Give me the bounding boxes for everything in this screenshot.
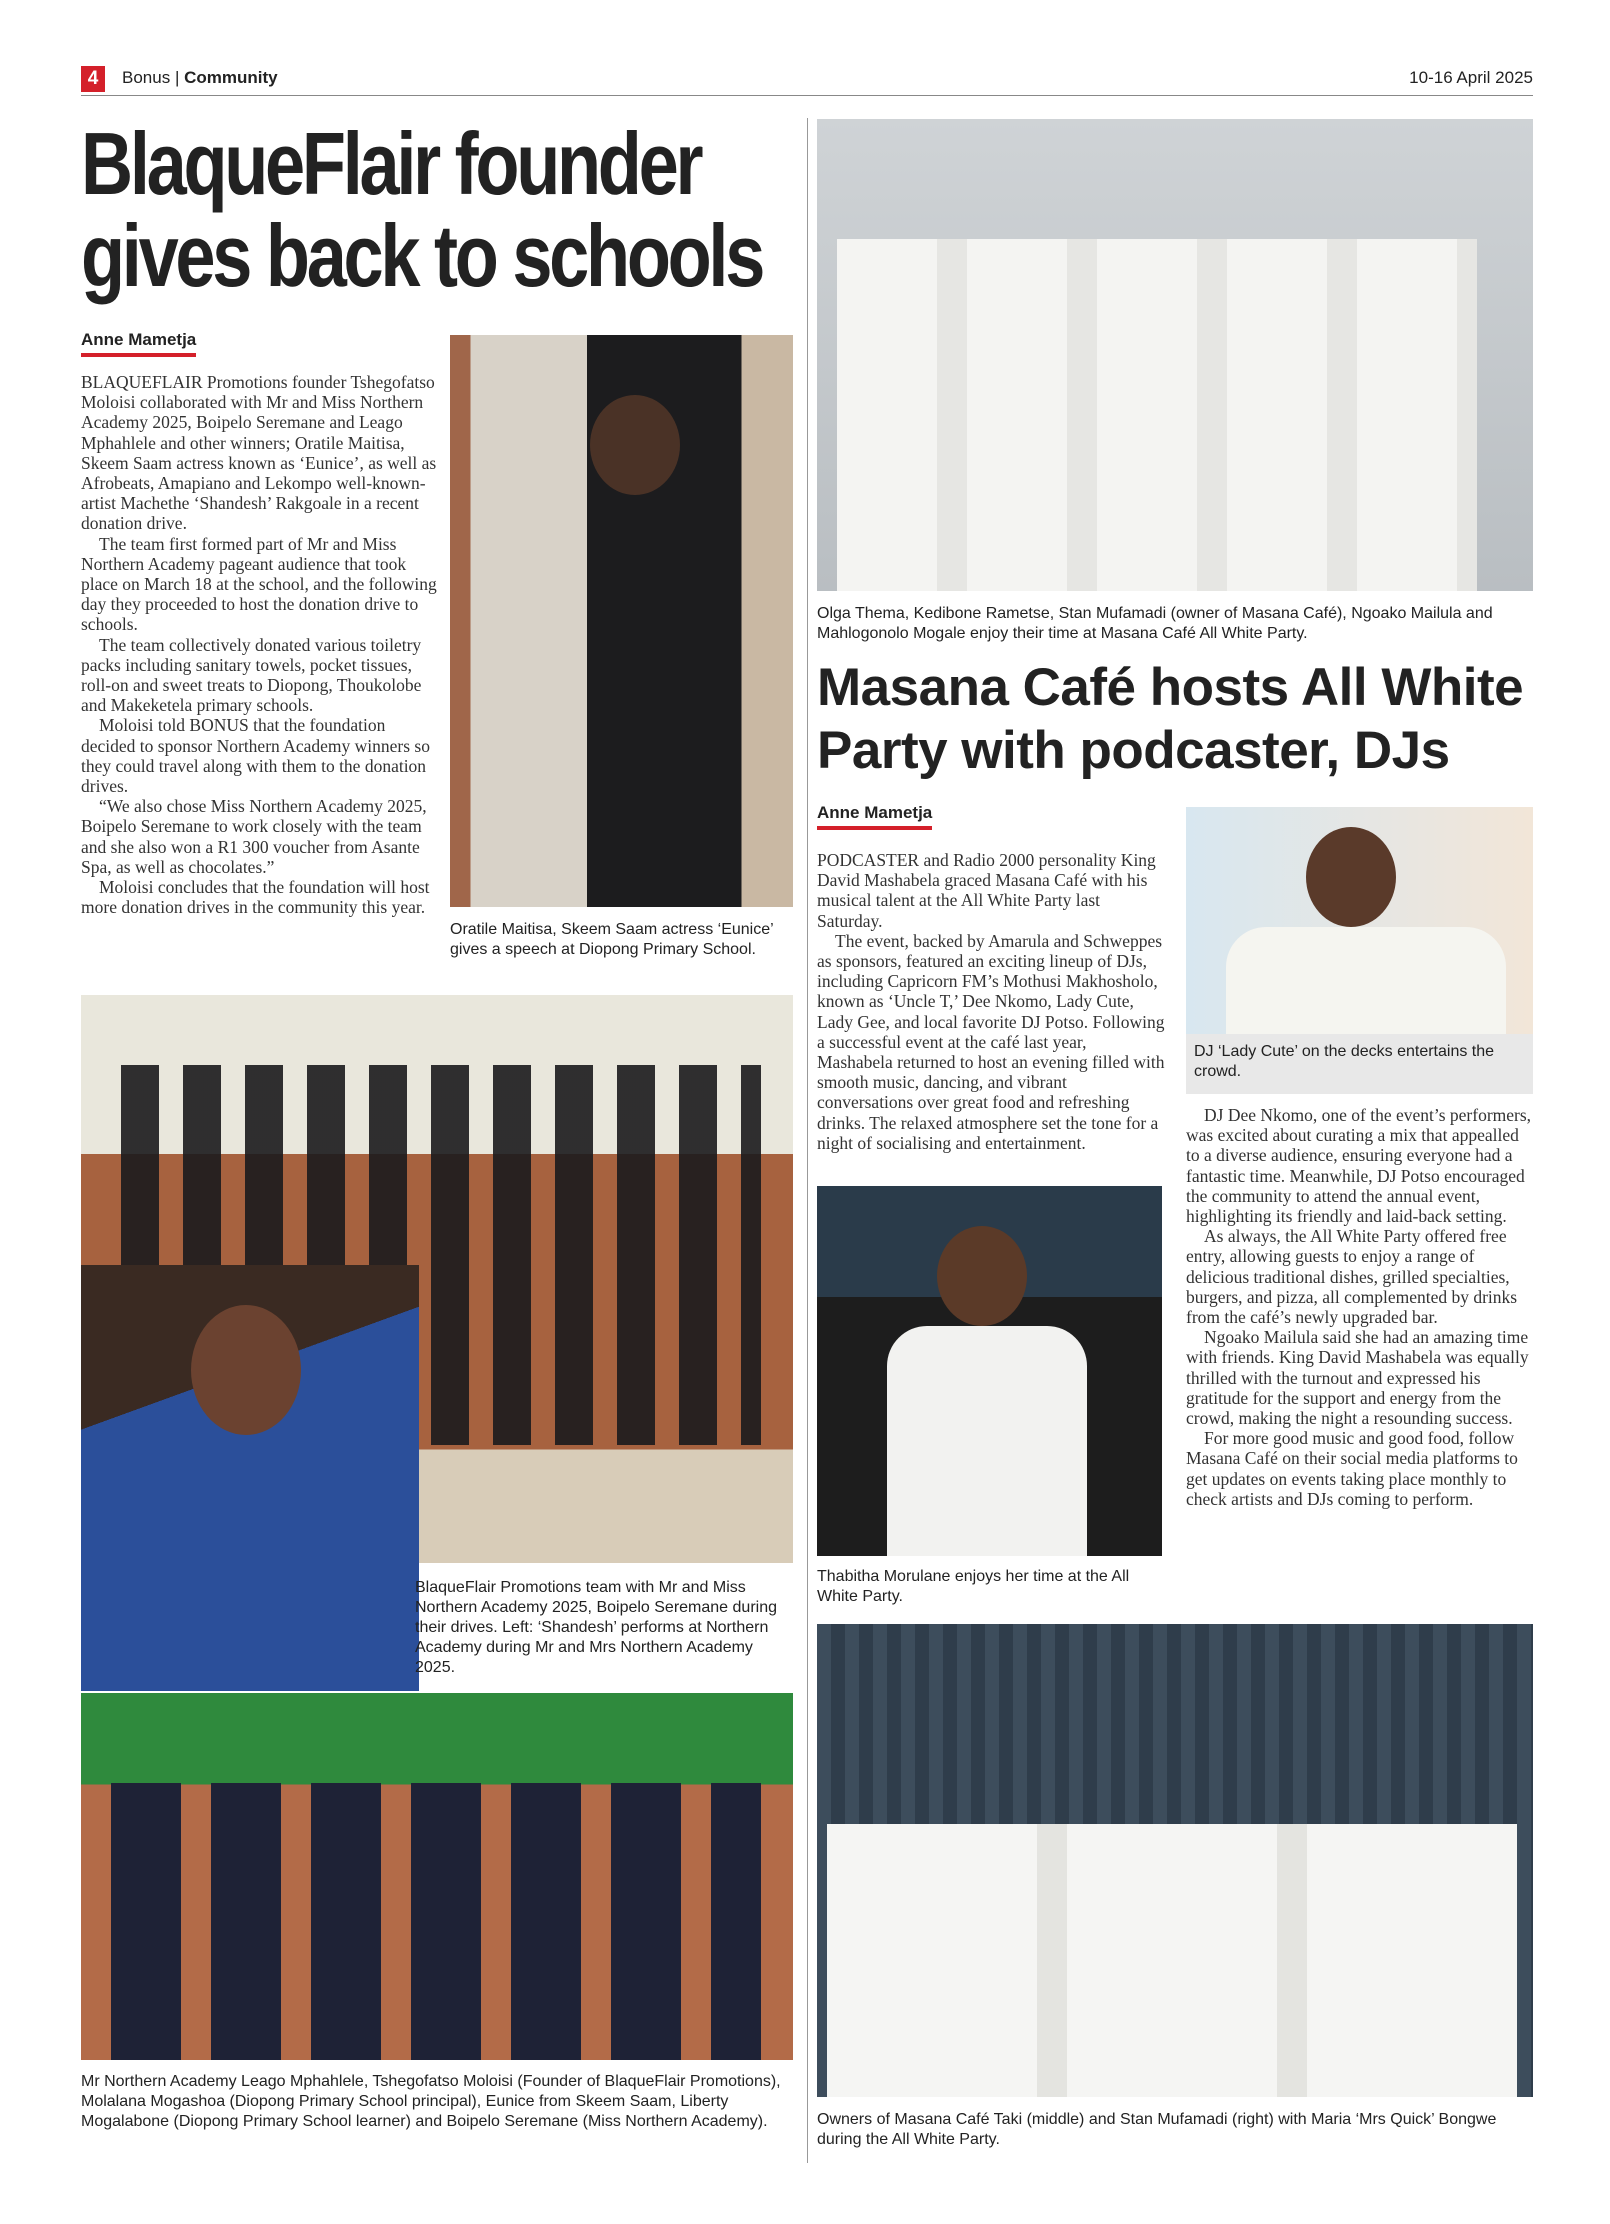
issue-date: 10-16 April 2025 <box>1409 68 1533 87</box>
category-name: Community <box>184 68 278 87</box>
paragraph: For more good music and good food, follow Masana Café on their social media platforms to get updates on events taking place monthly to check artists and DJs coming to perform. <box>1186 1428 1518 1509</box>
paragraph: Moloisi told BONUS that the foundation decided to sponsor Northern Academy winners so they could travel along with them to the donation drives. <box>81 715 430 797</box>
paragraph: BLAQUEFLAIR Promotions founder Tshegofatso Moloisi collaborated with Mr and Miss Northern Academy 2025, Boipelo Seremane and Leago Mphahlele and other winners; Oratile Maitisa, Skeem Saam actress known as ‘Eunice’, as well as Afrobeats, Amapiano and Lekompo well-known-artist Machethe ‘Shandesh’ Rakgoale in a recent donation drive. <box>81 372 437 534</box>
section-label <box>122 68 278 88</box>
caption-thabitha: Thabitha Morulane enjoys her time at the All White Party. <box>817 1568 1130 1605</box>
caption-group: Mr Northern Academy Leago Mphahlele, Tshegofatso Moloisi (Founder of BlaqueFlair Promotions), Molalana Mogashoa (Diopong Primary School principal), Eunice from Skeem Saam, Liberty Mogalabone (Diopong Primary School learner) and Boipelo Seremane (Miss Northern Academy). <box>81 2073 781 2130</box>
group-silhouettes <box>837 239 1477 591</box>
caption-owners: Owners of Masana Café Taki (middle) and Stan Mufamadi (right) with Maria ‘Mrs Quick’ Bongwe during the All White Party. <box>817 2111 1497 2148</box>
header-divider <box>81 95 1533 96</box>
group-silhouettes <box>827 1824 1517 2097</box>
paragraph: The team first formed part of Mr and Miss Northern Academy pageant audience that took place on March 18 at the school, and the following day they proceeded to host the donation drive to schools. <box>81 533 437 635</box>
byline: Anne Mametja <box>81 330 196 357</box>
caption-team: BlaqueFlair Promotions team with Mr and Miss Northern Academy 2025, Boipelo Seremane during their drives. Left: ‘Shandesh’ performs at Northern Academy during Mr and Mrs Northern Academy 2025. <box>415 1579 777 1676</box>
paragraph: As always, the All White Party offered free entry, allowing guests to enjoy a range of delicious traditional dishes, grilled specialties, burgers, and pizza, all complemented by drinks from the café’s newly upgraded bar. <box>1186 1226 1518 1328</box>
article2-body-col1 <box>817 850 1165 1153</box>
paragraph: The event, backed by Amarula and Schweppes as sponsors, featured an exciting lineup of DJs, including Capricorn FM’s Mothusi Makhosholo, known as ‘Uncle T,’ Dee Nkomo, Lady Cute, Lady Gee, and local favorite DJ Potso. Following a successful event at the café last year, Mashabela returned to host an evening filled with smooth music, dancing, and vibrant conversations over great food and refreshing drinks. The relaxed atmosphere set the tone for a night of socialising and entertainment. <box>817 930 1165 1153</box>
photo-group <box>81 1693 793 2060</box>
person-silhouette <box>191 1305 301 1435</box>
person-silhouette <box>1306 827 1396 927</box>
paragraph: Moloisi concludes that the foundation will host more donation drives in the community this year. <box>81 877 430 918</box>
person-silhouette <box>590 395 680 495</box>
person-silhouette <box>937 1226 1027 1326</box>
column-divider <box>807 118 808 2163</box>
paragraph: The team collectively donated various toiletry packs including sanitary towels, pocket tissues, roll-on and sweet treats to Diopong, Thoukolobe and Makeketela primary schools. <box>81 634 422 716</box>
paragraph: DJ Dee Nkomo, one of the event’s performers, was excited about curating a mix that appealled to a diverse audience, ensuring everyone had a fantastic time. Meanwhile, DJ Potso encouraged the community to attend the annual event, highlighting its friendly and laid-back setting. <box>1186 1105 1532 1227</box>
group-silhouettes <box>111 1783 761 2060</box>
photo-dj <box>1186 807 1533 1034</box>
photo-thabitha <box>817 1186 1162 1556</box>
person-body <box>1226 927 1506 1034</box>
headline-masana: Masana Café hosts All White Party with podcaster, DJs <box>817 658 1524 780</box>
page-number: 4 <box>81 66 105 92</box>
person-body <box>887 1326 1087 1556</box>
paragraph: “We also chose Miss Northern Academy 2025, Boipelo Seremane to work closely with the team and she also won a R1 300 voucher from Asante Spa, as well as chocolates.” <box>81 796 427 877</box>
paragraph: PODCASTER and Radio 2000 personality King David Mashabela graced Masana Café with his musical talent at the All White Party last Saturday. <box>817 850 1156 931</box>
photo-owners <box>817 1624 1533 2097</box>
caption-top: Olga Thema, Kedibone Rametse, Stan Mufamadi (owner of Masana Café), Ngoako Mailula and Mahlogonolo Mogale enjoy their time at Masana Café All White Party. <box>817 605 1493 642</box>
photo-all-white-group <box>817 119 1533 591</box>
separator: | <box>174 68 180 87</box>
section-name: Bonus <box>122 68 171 87</box>
photo-shandesh <box>81 1265 419 1691</box>
photo-speech <box>450 335 793 907</box>
article1-body <box>81 372 441 917</box>
caption-speech: Oratile Maitisa, Skeem Saam actress ‘Eunice’ gives a speech at Diopong Primary School. <box>450 921 774 958</box>
byline: Anne Mametja <box>817 803 932 830</box>
headline-blaqueflair: BlaqueFlair founder gives back to schools <box>81 114 763 305</box>
caption-dj: DJ ‘Lady Cute’ on the decks entertains the crowd. <box>1186 1034 1533 1094</box>
paragraph: Ngoako Mailula said she had an amazing time with friends. King David Mashabela was equally thrilled with the turnout and expressed his gratitude for the support and energy from the crowd, making the night a resounding success. <box>1186 1327 1529 1429</box>
article2-body-col2 <box>1186 1105 1536 1509</box>
